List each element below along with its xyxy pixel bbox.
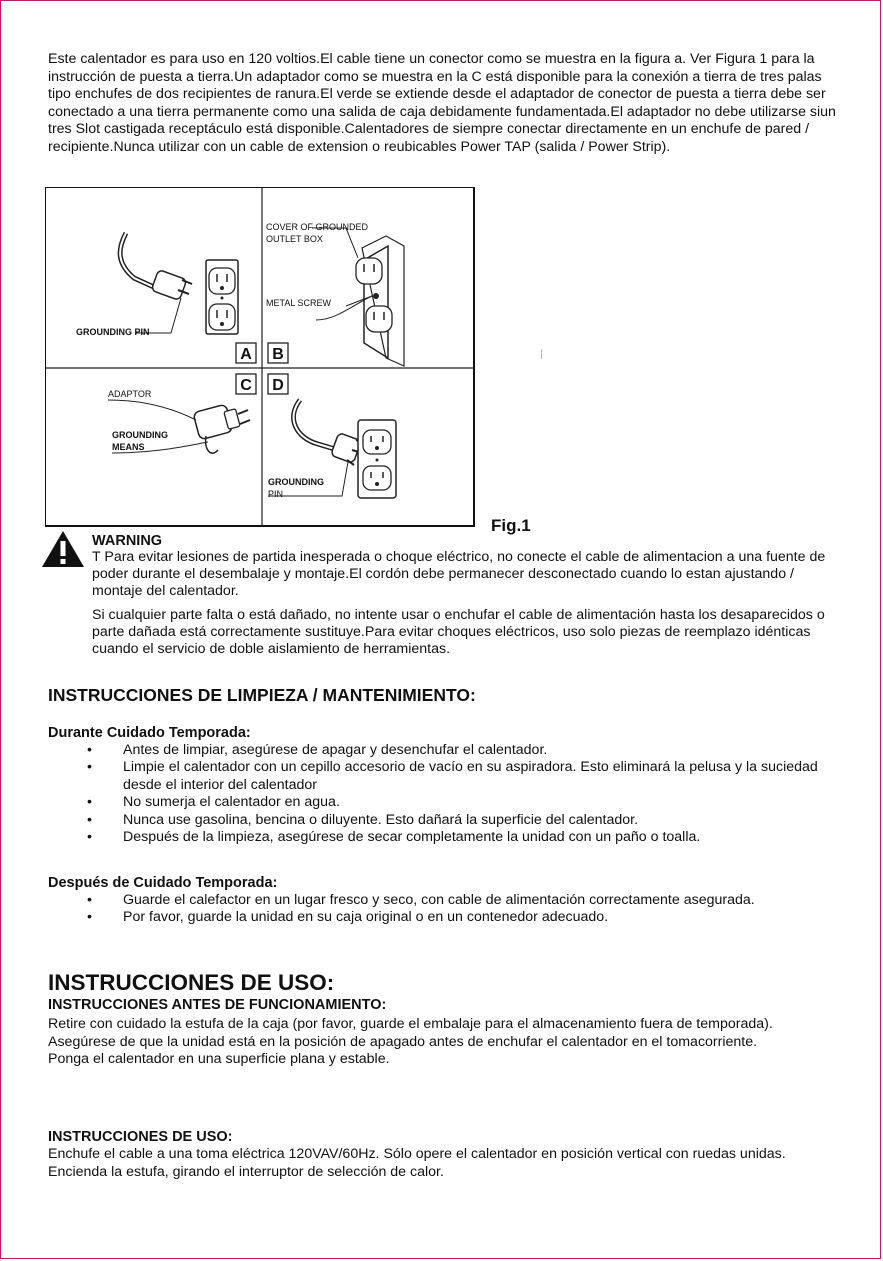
label-cover-line1: COVER OF GROUNDED <box>266 222 369 232</box>
panel-d-label: D <box>272 377 284 394</box>
panel-b-label: B <box>272 346 284 363</box>
scan-mark <box>541 349 542 359</box>
label-cover-line2: OUTLET BOX <box>266 234 323 244</box>
label-grounding-pin-d-line1: GROUNDING <box>268 477 324 487</box>
paragraph-line: Enchufe el cable a una toma eléctrica 120VAV/60Hz. Sólo opere el calentador en posición vertical con ruedas unidas. <box>48 1146 786 1162</box>
figure-caption: Fig.1 <box>491 516 531 535</box>
bullet-icon: • <box>87 829 92 846</box>
list-item: • Por favor, guarde la unidad en su caja original o en un contenedor adecuado. <box>87 909 609 926</box>
list-item: • Después de la limpieza, asegúrese de secar completamente la unidad con un paño o toalla. <box>87 829 701 846</box>
label-grounding-means-line1: GROUNDING <box>112 430 168 440</box>
panel-a-label: A <box>240 346 252 363</box>
bullet-icon: • <box>87 909 92 926</box>
paragraph-line: Retire con cuidado la estufa de la caja (por favor, guarde el embalaje para el almacenamiento fuera de temporada). <box>48 1016 773 1032</box>
warning-text-2: Si cualquier parte falta o está dañado, no intente usar o enchufar el cable de alimentación hasta los desaparecidos o parte dañada está correctamente sustituye.Para evitar choques eléctricos, uso solo piezas de reemplazo idénticas cuando el servicio de doble aislamiento de herramientas. <box>92 607 825 657</box>
before-operation-heading: INSTRUCCIONES ANTES DE FUNCIONAMIENTO: <box>48 997 387 1013</box>
intro-paragraph: Este calentador es para uso en 120 voltios.El cable tiene un conector como se muestra en la figura a. Ver Figura 1 para la instrucción de puesta a tierra.Un adaptador como se muestra en la C está disponible para la conexión a tierra de tres palas tipo enchufes de dos recipientes de ranura.El verde se extiende desde el adaptador de conector de puesta a tierra debe ser conectado a una tierra permanente como una salida de caja debidamente fundamentada.El adaptador no debe utilizarse siun tres Slot castigada receptáculo está disponible.Calentadores de siempre conectar directamente en un enchufe de pared / recipiente.Nunca utilizar con un cable de extension o reubicables Power TAP (salida / Power Strip). <box>48 51 836 155</box>
bullet-icon: • <box>87 794 92 811</box>
during-season-list <box>1 742 843 846</box>
after-season-list <box>1 892 843 927</box>
warning-text-1: T Para evitar lesiones de partida inesperada o choque eléctrico, no conecte el cable de alimentacion a una fuente de poder durante el desembalaje y montaje.El cordón debe permanecer desconectado cuando lo estan ajustando / montaje del calentador. <box>92 549 826 599</box>
use-instructions-text <box>48 1146 828 1181</box>
during-season-heading: Durante Cuidado Temporada: <box>48 725 251 741</box>
paragraph-line: Asegúrese de que la unidad está en la posición de apagado antes de enchufar el calentador en el tomacorriente. <box>48 1033 758 1050</box>
paragraph-line: Encienda la estufa, girando el interruptor de selección de calor. <box>48 1163 444 1180</box>
label-grounding-pin-a: GROUNDING PIN <box>76 327 150 337</box>
bullet-icon: • <box>87 811 92 828</box>
bullet-icon: • <box>87 892 92 908</box>
panel-b-drawing <box>312 228 404 366</box>
label-adaptor: ADAPTOR <box>108 389 152 399</box>
panel-c-label: C <box>240 377 252 394</box>
bullet-icon: • <box>87 759 92 776</box>
before-operation-text <box>48 1016 828 1069</box>
warning-triangle-icon <box>41 530 85 568</box>
list-item: • No sumerja el calentador en agua. <box>87 794 340 811</box>
list-item: • Guarde el calefactor en un lugar fresco y seco, con cable de alimentación correctamente asegurada. <box>87 892 755 908</box>
bullet-icon: • <box>87 742 92 758</box>
grounding-figure <box>45 187 475 527</box>
cleaning-heading: INSTRUCCIONES DE LIMPIEZA / MANTENIMIENTO: <box>48 685 476 705</box>
list-item: • Antes de limpiar, asegúrese de apagar y desenchufar el calentador. <box>87 742 548 758</box>
use-instructions-heading: INSTRUCCIONES DE USO: <box>48 1129 233 1145</box>
label-metal-screw: METAL SCREW <box>266 298 332 308</box>
panel-a-drawing <box>120 233 238 334</box>
usage-heading: INSTRUCCIONES DE USO: <box>48 970 335 995</box>
label-grounding-pin-d-line2: PIN <box>268 489 284 499</box>
paragraph-line: Ponga el calentador en una superficie plana y estable. <box>48 1051 390 1067</box>
after-season-heading: Después de Cuidado Temporada: <box>48 875 278 891</box>
label-grounding-means-line2: MEANS <box>112 442 145 452</box>
list-item: • Limpie el calentador con un cepillo accesorio de vacío en su aspiradora. Esto eliminará la pelusa y la suciedad desde el interior del calentador <box>87 759 818 793</box>
list-item: • Nunca use gasolina, bencina o diluyente. Esto dañará la superficie del calentador. <box>87 811 639 828</box>
warning-title: WARNING <box>92 533 163 549</box>
